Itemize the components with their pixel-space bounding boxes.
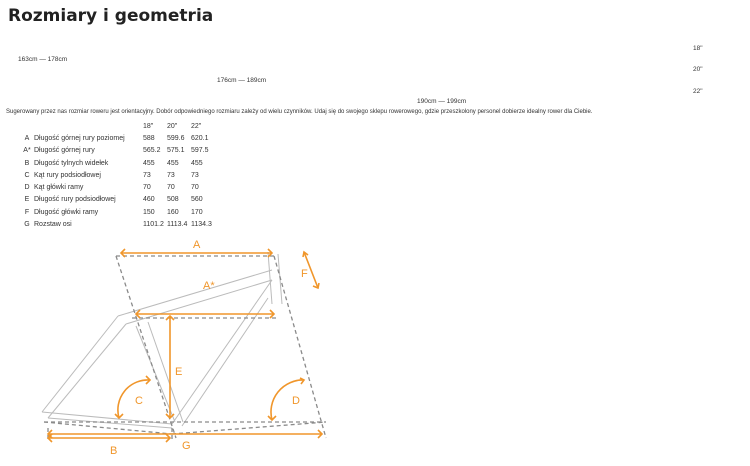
label-c: C xyxy=(135,395,143,407)
row-code: D xyxy=(24,184,30,192)
geometry-table xyxy=(20,120,215,231)
row-value: 1101.2 xyxy=(143,221,164,229)
table-row xyxy=(20,194,215,206)
label-a: A xyxy=(193,239,201,251)
table-row xyxy=(20,169,215,181)
table-row xyxy=(20,157,215,169)
row-value: 170 xyxy=(191,208,203,216)
row-name: Rozstaw osi xyxy=(34,221,72,229)
row-value: 588 xyxy=(143,134,155,142)
geometry-table-body xyxy=(20,132,215,230)
row-code: A* xyxy=(23,147,31,155)
row-value: 1134.3 xyxy=(191,221,212,229)
row-value: 599.6 xyxy=(167,134,185,142)
size-label-20: 20" xyxy=(693,66,703,73)
header-size-20: 20" xyxy=(167,122,178,130)
size-range-18: 163cm — 178cm xyxy=(18,56,68,63)
label-f: F xyxy=(301,268,308,280)
size-range-22: 190cm — 199cm xyxy=(417,98,467,105)
row-value: 460 xyxy=(143,196,155,204)
row-value: 620.1 xyxy=(191,134,209,142)
row-code: A xyxy=(24,134,30,142)
row-name: Długość tylnych widełek xyxy=(34,159,109,167)
row-value: 70 xyxy=(191,184,199,192)
row-code: G xyxy=(24,221,30,229)
row-code: C xyxy=(24,171,30,179)
header-size-18: 18" xyxy=(143,122,154,130)
label-e: E xyxy=(175,366,183,378)
row-name: Kąt rury podsiodłowej xyxy=(34,171,101,179)
table-row xyxy=(20,181,215,193)
row-value: 73 xyxy=(191,171,199,179)
size-range-20: 176cm — 189cm xyxy=(217,77,267,84)
table-row xyxy=(20,132,215,144)
table-row xyxy=(20,145,215,157)
table-row xyxy=(20,218,215,230)
frame-outline xyxy=(42,252,282,428)
row-name: Długość górnej rury xyxy=(34,147,95,155)
row-value: 455 xyxy=(167,159,179,167)
row-value: 160 xyxy=(167,208,179,216)
row-value: 565.2 xyxy=(143,147,161,155)
table-row xyxy=(20,206,215,218)
page-title: Rozmiary i geometria xyxy=(8,6,214,26)
row-name: Długość główki ramy xyxy=(34,208,99,216)
table-header-row xyxy=(20,120,215,132)
size-disclaimer: Sugerowany przez nas rozmiar roweru jest orientacyjny. Dobór odpowiedniego rozmiaru zależy od wielu czynników. Udaj się do swojego sklepu rowerowego, gdzie przeszkolony personel dobierze idealny rower dla Ciebie. xyxy=(6,109,593,115)
label-a-star: A* xyxy=(203,280,215,292)
row-value: 150 xyxy=(143,208,155,216)
row-value: 1113.4 xyxy=(167,221,188,229)
row-value: 575.1 xyxy=(167,147,185,155)
row-value: 455 xyxy=(143,159,155,167)
header-code xyxy=(20,120,34,132)
row-code: E xyxy=(24,196,30,204)
row-name: Długość górnej rury poziomej xyxy=(34,134,125,142)
row-code: B xyxy=(24,159,30,167)
row-value: 597.5 xyxy=(191,147,209,155)
row-value: 70 xyxy=(167,184,175,192)
header-name xyxy=(34,120,143,132)
row-value: 73 xyxy=(167,171,175,179)
size-label-22: 22" xyxy=(693,88,703,95)
frame-geometry-diagram xyxy=(0,232,340,464)
row-name: Długość rury podsiodłowej xyxy=(34,196,116,204)
row-value: 70 xyxy=(143,184,151,192)
row-name: Kąt główki ramy xyxy=(34,184,84,192)
header-size-22: 22" xyxy=(191,122,202,130)
row-value: 455 xyxy=(191,159,203,167)
row-value: 560 xyxy=(191,196,203,204)
label-g: G xyxy=(182,440,191,452)
label-b: B xyxy=(110,445,118,457)
row-value: 508 xyxy=(167,196,179,204)
row-code: F xyxy=(24,208,30,216)
size-label-18: 18" xyxy=(693,45,703,52)
row-value: 73 xyxy=(143,171,151,179)
label-d: D xyxy=(292,395,300,407)
geometry-reference-lines xyxy=(44,256,326,440)
